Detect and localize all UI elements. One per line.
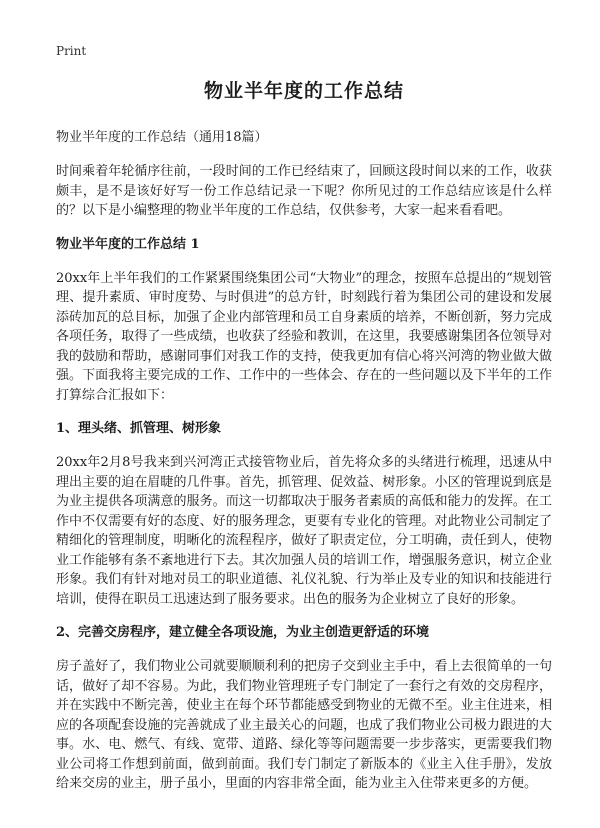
point-heading-2: 2、完善交房程序，建立健全各项设施，为业主创造更舒适的环境 — [56, 625, 430, 640]
page-title: 物业半年度的工作总结 — [203, 80, 404, 102]
document-subtitle: 物业半年度的工作总结（通用18篇） — [56, 130, 268, 145]
section-paragraph: 20xx年上半年我们的工作紧紧围绕集团公司“大物业”的理念，按照车总提出的“规划管理、提升素质、审时度势、与时俱进”的总方针，时刻践行着为集团公司的建设和发展添砖加瓦的总目标，加强了企业内部管理和员工自身素质的培养，不断创新，努力完成各项任务，取得了一些成绩，也收获了经验和教训，在这里，我要感谢集团各位领导对我的鼓励和帮助，感谢同事们对我工作的支持，使我更加有信心将兴河湾的物业做大做强。下面我将主要完成的工作、工作中的一些体会、存在的一些问题以及下半年的工作打算综合汇报如下： — [56, 270, 552, 403]
print-label: Print — [56, 44, 87, 58]
point-paragraph-2: 房子盖好了，我们物业公司就要顺顺利利的把房子交到业主手中，看上去很简单的一句话，做好了却不容易。为此，我们物业管理班子专门制定了一套行之有效的交房程序，并在实践中不断完善，使业主在每个环节都能感受到物业的无微不至。业主住进来，相应的各项配套设施的完善就成了业主最关心的问题，也成了我们物业公司极力跟进的大事。水、电、燃气、有线、宽带、道路、绿化等等问题需要一步步落实，更需要我们物业公司将工作想到前面，做到前面。我们专门制定了新版本的《业主入住手册》，发放给来交房的业主，册子虽小，里面的内容非常全面，能为业主入住带来更多的方便。 — [56, 659, 552, 791]
intro-paragraph: 时间乘着年轮循序往前，一段时间的工作已经结束了，回顾这段时间以来的工作，收获颇丰，是不是该好好写一份工作总结记录一下呢？你所见过的工作总结应该是什么样的？以下是小编整理的物业半年度的工作总结，仅供参考，大家一起来看看吧。 — [56, 164, 552, 218]
point-heading-1: 1、理头绪、抓管理、树形象 — [56, 421, 222, 436]
point-paragraph-1: 20xx年2月8号我来到兴河湾正式接管物业后，首先将众多的头绪进行梳理，迅速从中理出主要的迫在眉睫的几件事。首先，抓管理、促效益、树形象。小区的管理说到底是为业主提供各项满意的服务。而这一切都取决于服务者素质的高低和能力的发挥。在工作中不仅需要有好的态度、好的服务理念，更要有专业化的管理。对此物业公司制定了精细化的管理制度，明晰化的流程程序，做好了职责定位，分工明确，责任到人，使物业工作能够有条不紊地进行下去。其次加强人员的培训工作，增强服务意识，树立企业形象。我们有针对地对员工的职业道德、礼仪礼貌、行为举止及专业的知识和技能进行培训，使得在职员工迅速达到了服务要求。出色的服务为企业树立了良好的形象。 — [56, 455, 552, 607]
section-heading: 物业半年度的工作总结 1 — [56, 236, 200, 252]
